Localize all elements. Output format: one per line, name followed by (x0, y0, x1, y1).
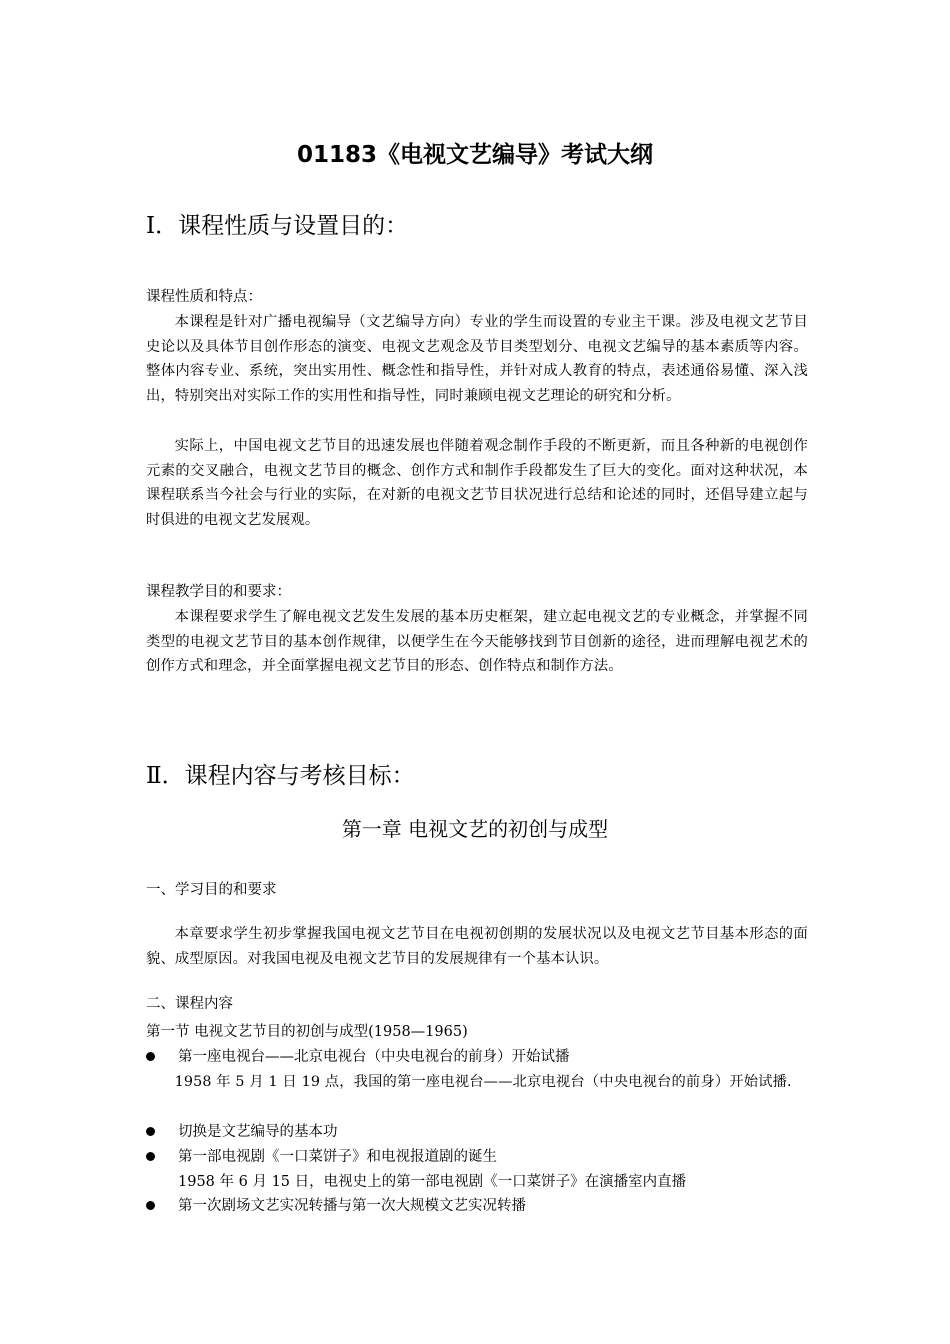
bullet-item-3: 第一部电视剧《一口菜饼子》和电视报道剧的诞生 (178, 1149, 497, 1165)
goal-paragraph: 本章要求学生初步掌握我国电视文艺节目在电视初创期的发展状况以及电视文艺节目基本形态的面貌、成型原因。对我国电视及电视文艺节目的发展规律有一个基本认识。 (146, 926, 808, 967)
goal-label: 一、学习目的和要求 (146, 882, 277, 898)
purpose-label: 课程教学目的和要求： (146, 584, 291, 600)
bullet-1-detail: 1958 年 5 月 1 日 19 点，我国的第一座电视台——北京电视台（中央电视台的前身）开始试播. (174, 1074, 792, 1090)
bullet-dot (146, 1152, 155, 1161)
purpose-paragraph: 本课程要求学生了解电视文艺发生发展的基本历史框架，建立起电视文艺的专业概念，并掌握不同类型的电视文艺节目的基本创作规律，以便学生在今天能够找到节目创新的途径，进而理解电视艺术的创作方式和理念，并全面掌握电视文艺节目的形态、创作特点和制作方法。 (146, 609, 808, 675)
nature-label: 课程性质和特点： (146, 289, 262, 305)
nature-paragraph-1: 本课程是针对广播电视编导（文艺编导方向）专业的学生而设置的专业主干课。涉及电视文艺节目史论以及具体节目创作形态的演变、电视文艺观念及节目类型划分、电视文艺编导的基本素质等内容。整体内容专业、系统，突出实用性、概念性和指导性，并针对成人教育的特点，表述通俗易懂、深入浅出，特别突出对实际工作的实用性和指导性，同时兼顾电视文艺理论的研究和分析。 (146, 314, 808, 405)
section-heading-2: Ⅱ．课程内容与考核目标： (146, 763, 415, 789)
nature-paragraph-2: 实际上，中国电视文艺节目的迅速发展也伴随着观念制作手段的不断更新，而且各种新的电视创作元素的交叉融合，电视文艺节目的概念、创作方式和制作手段都发生了巨大的变化。面对这种状况，本课程联系当今社会与行业的实际，在对新的电视文艺节目状况进行总结和论述的同时，还倡导建立起与时俱进的电视文艺发展观。 (146, 438, 808, 529)
bullet-item-2: 切换是文艺编导的基本功 (178, 1124, 338, 1140)
bullet-3-detail: 1958 年 6 月 15 日，电视史上的第一部电视剧《一口菜饼子》在演播室内直播 (178, 1174, 687, 1190)
section-heading-1: Ⅰ．课程性质与设置目的： (146, 213, 409, 239)
bullet-dot (146, 1052, 155, 1061)
bullet-dot (146, 1201, 155, 1210)
bullet-item-1: 第一座电视台——北京电视台（中央电视台的前身）开始试播 (178, 1049, 570, 1065)
document-title: 01183《电视文艺编导》考试大纲 (296, 142, 654, 168)
chapter-title: 第一章 电视文艺的初创与成型 (341, 817, 609, 841)
bullet-dot (146, 1127, 155, 1136)
section-line: 第一节 电视文艺节目的初创与成型(1958—1965) (146, 1024, 468, 1040)
bullet-item-4: 第一次剧场文艺实况转播与第一次大规模文艺实况转播 (178, 1198, 526, 1214)
content-label: 二、课程内容 (146, 996, 233, 1012)
